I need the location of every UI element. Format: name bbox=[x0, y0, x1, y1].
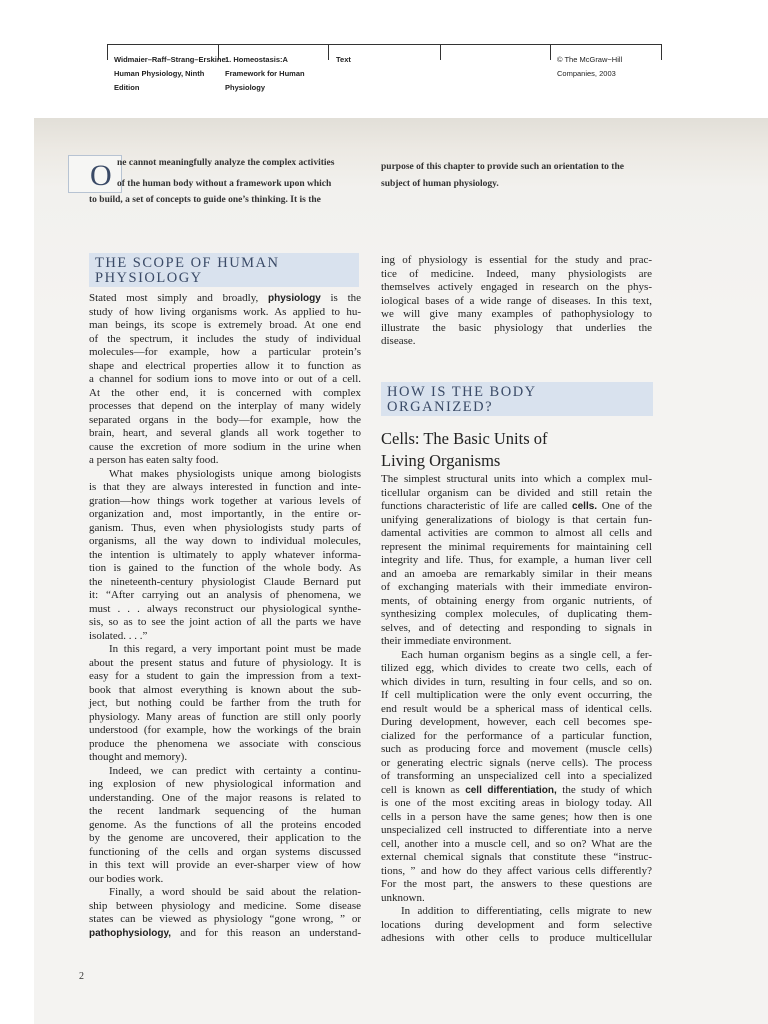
section-heading-scope bbox=[89, 253, 359, 287]
header-line: Human Physiology, Ninth bbox=[114, 69, 205, 78]
header-divider bbox=[440, 44, 441, 60]
text-line: molecules—for example, how a particular protein’s bbox=[89, 346, 361, 358]
right-column-text-bottom bbox=[381, 473, 652, 946]
text-line: unknown. bbox=[381, 891, 425, 904]
text-line: For the most part, the answers to these questions are bbox=[381, 878, 652, 890]
header-divider bbox=[328, 44, 329, 60]
header-line: 1. Homeostasis:A bbox=[225, 55, 288, 64]
text-line: is one of the most exciting areas in biology today. All bbox=[381, 797, 652, 809]
text-line: man beings, its scope is extremely broad. At one end bbox=[89, 319, 361, 331]
text-line: unifying generalizations of biology is that certain fun- bbox=[381, 513, 652, 526]
text-line: end result would be a spherical mass of identical cells. bbox=[381, 702, 652, 715]
key-term: cell differentiation, bbox=[465, 784, 557, 796]
text-line: Indeed, we can predict with certainty a continu- bbox=[109, 764, 361, 777]
text-line: sis, so as to see the joint action of all the parts we have bbox=[89, 616, 361, 628]
text-line: pathophysiology, and for this reason an understand- bbox=[89, 926, 361, 939]
text-line: or generating electric signals (nerve cells). The process bbox=[381, 756, 652, 769]
header-line: Physiology bbox=[225, 83, 266, 92]
text-line: themselves actively engaged in research on the phys- bbox=[381, 281, 652, 293]
text-line: a person has eaten salty food. bbox=[89, 454, 219, 466]
intro-line: purpose of this chapter to provide such an orientation to the bbox=[381, 162, 624, 172]
text-line: shape and electrical properties allow it to function as bbox=[89, 359, 361, 372]
text-line: ganism. Thus, even when physiologists study parts of bbox=[89, 521, 361, 534]
header-divider bbox=[661, 44, 662, 60]
header-line: © The McGraw−Hill bbox=[557, 55, 623, 64]
text-line: our bodies work. bbox=[89, 872, 164, 885]
text-line: their immediate environment. bbox=[381, 635, 512, 647]
text-line: gration—how things work together at various levels of bbox=[89, 494, 361, 507]
text-line: states can be viewed as physiology “gone wrong, ” or bbox=[89, 913, 361, 925]
text-line: understood (for example, how the workings of the brain bbox=[89, 724, 361, 736]
text-line: Finally, a word should be said about the relation- bbox=[109, 886, 361, 898]
text-line: At the other end, it is concerned with complex bbox=[89, 386, 361, 399]
text-line: synthesizing complex molecules, of duplicating them- bbox=[381, 608, 652, 620]
header-chapter-info bbox=[225, 53, 305, 95]
text-line: functioning of the cells and organ systems discussed bbox=[89, 845, 361, 858]
text-line: the intention is ultimately to apply whatever informa- bbox=[89, 548, 361, 561]
text-line: it: “After carrying out an analysis of phenomena, we bbox=[89, 589, 361, 601]
text-line: such as producing force and movement (muscle cells) bbox=[381, 743, 652, 755]
key-term: pathophysiology, bbox=[89, 927, 172, 939]
text-line: of the spectrum, it includes the study of individual bbox=[89, 332, 361, 345]
text-line: organization and, most importantly, in the entire or- bbox=[89, 508, 361, 520]
text-line: ments, of obtaining energy from organic nutrients, of bbox=[381, 594, 652, 607]
text-line: thought and memory). bbox=[89, 751, 188, 763]
running-header bbox=[107, 44, 662, 92]
text-line: represent the minimal requirements for maintaining cell bbox=[381, 540, 652, 553]
text-line: external chemical signals that constitute these “instruc- bbox=[381, 851, 652, 863]
header-line: Edition bbox=[114, 83, 140, 92]
header-divider bbox=[107, 44, 108, 60]
text-line: of transforming an unspecialized cell into a specialized bbox=[381, 770, 652, 782]
text-line: a channel for sodium ions to move into or out of a cell. bbox=[89, 373, 361, 385]
header-rule bbox=[107, 44, 662, 45]
text-line: In this regard, a very important point must be made bbox=[109, 643, 361, 655]
text-line: processes that depend on the interplay of many widely bbox=[89, 400, 361, 412]
text-line: isolated. . . .” bbox=[89, 629, 148, 642]
text-line: disease. bbox=[381, 335, 416, 347]
header-line: Widmaier–Raff–Strang–Erskine: bbox=[114, 55, 229, 64]
subheading-line: Cells: The Basic Units of bbox=[381, 429, 548, 448]
text-line: about the present status and future of physiology. It is bbox=[89, 656, 361, 669]
text-line: genome. As the functions of all the proteins encoded bbox=[89, 818, 361, 831]
text-line: the recent landmark sequencing of the human bbox=[89, 805, 361, 817]
header-line: Companies, 2003 bbox=[557, 69, 616, 78]
text-line: tion is gained to the function of the whole body. As bbox=[89, 562, 361, 574]
text-line: Stated most simply and broadly, physiology is the bbox=[89, 292, 362, 304]
intro-line: of the human body without a framework upon which bbox=[117, 179, 332, 189]
text-line: selves, and of detecting and responding to signals in bbox=[381, 621, 652, 634]
text-line: cause the excretion of more sodium in the urine when bbox=[89, 440, 361, 453]
text-line: unspecialized cell instructed to differentiate into a nerve bbox=[381, 824, 652, 836]
text-line: brain, heart, and several glands all work together to bbox=[89, 427, 361, 439]
text-line: of exchanging materials with their immediate environ- bbox=[381, 581, 652, 593]
subheading-line: Living Organisms bbox=[381, 451, 501, 470]
heading-line: HOW IS THE BODY bbox=[387, 384, 537, 400]
text-line: cell is known as cell differentiation, the study of which bbox=[381, 783, 652, 796]
header-line: Text bbox=[336, 55, 351, 64]
text-line: During development, however, each cell becomes spe- bbox=[381, 716, 652, 728]
header-section-type bbox=[336, 53, 351, 67]
text-line: If cell multiplication were the only event occurring, the bbox=[381, 689, 652, 701]
text-line: by the genome are uncovered, their application to the bbox=[89, 832, 361, 844]
text-line: book that almost everything is known about the sub- bbox=[89, 683, 361, 696]
text-line: ticellular organism can be divided and still retain the bbox=[381, 486, 652, 499]
text-line: the nineteenth-century physiologist Claude Bernard put bbox=[89, 575, 361, 588]
text-line: cells in a person have the same genes; how then is one bbox=[381, 810, 652, 823]
text-line: and an amoeba are remarkably similar in their means bbox=[381, 567, 652, 580]
right-column-text-top bbox=[381, 254, 652, 349]
text-line: physiology. Many areas of function are still only poorly bbox=[89, 710, 361, 723]
text-line: which divides in turn, resulting in four cells, and so on. bbox=[381, 675, 652, 688]
header-line: Framework for Human bbox=[225, 69, 305, 78]
text-line: in this text will provide an ever-sharper view of how bbox=[89, 859, 361, 871]
intro-line: to build, a set of concepts to guide one’s thinking. It is the bbox=[89, 195, 321, 205]
text-line: iological bases of a wide range of diseases. In this text, bbox=[381, 294, 652, 307]
heading-line: THE SCOPE OF HUMAN bbox=[95, 255, 280, 271]
dropcap-letter: O bbox=[90, 159, 112, 192]
text-line: ject, but nothing could be farther from the truth for bbox=[89, 697, 361, 709]
text-line: In addition to differentiating, cells migrate to new bbox=[401, 905, 652, 917]
text-line: cialized for the performance of a particular function, bbox=[381, 729, 652, 742]
text-line: is that they are always interested in function and inte- bbox=[89, 481, 361, 493]
text-line: integrity and life. Thus, for example, a human liver cell bbox=[381, 554, 652, 566]
text-line: understanding. One of the major reasons is related to bbox=[89, 791, 361, 804]
text-line: Each human organism begins as a single cell, a fer- bbox=[401, 648, 652, 661]
text-line: ing explosion of new physiological information and bbox=[89, 778, 361, 790]
text-line: ing of physiology is essential for the study and prac- bbox=[381, 254, 652, 266]
intro-line: ne cannot meaningfully analyze the complex activities bbox=[117, 158, 335, 168]
text-line: damental activities are common to almost all cells and bbox=[381, 527, 652, 539]
heading-line: PHYSIOLOGY bbox=[95, 270, 203, 286]
text-line: functions characteristic of life are called cells. One of the bbox=[381, 500, 652, 512]
page-number: 2 bbox=[79, 971, 84, 982]
header-book-info bbox=[114, 53, 228, 95]
text-line: easy for a student to gain the impression from a text- bbox=[89, 670, 361, 682]
key-term: cells. bbox=[572, 501, 598, 512]
text-line: tions, ” and how do they affect various cells differently? bbox=[381, 864, 652, 877]
heading-line: ORGANIZED? bbox=[387, 399, 494, 415]
text-line: The simplest structural units into which a complex mul- bbox=[381, 473, 652, 485]
text-line: study of how living organisms work. As applied to hu- bbox=[89, 305, 361, 318]
subheading-cells bbox=[381, 428, 548, 472]
text-line: separated organs in the body—for example, how the bbox=[89, 413, 361, 426]
text-line: we will give many examples of pathophysiology to bbox=[381, 308, 652, 320]
text-line: locations during development and form selective bbox=[381, 918, 652, 931]
text-line: cell, another into a muscle cell, and so on? What are the bbox=[381, 837, 652, 850]
left-column-text bbox=[89, 292, 361, 940]
text-line: adhesions with other cells to produce multicellular bbox=[381, 932, 652, 944]
key-term: physiology bbox=[267, 293, 321, 304]
text-line: organisms, all the way down to individual molecules, bbox=[89, 535, 361, 547]
section-heading-organized bbox=[381, 382, 653, 416]
header-divider bbox=[550, 44, 551, 60]
text-line: tice of medicine. Indeed, many physiologists are bbox=[381, 267, 652, 280]
intro-line: subject of human physiology. bbox=[381, 179, 499, 189]
text-line: must . . . always reconstruct our physiological synthe- bbox=[89, 602, 361, 615]
text-line: What makes physiologists unique among biologists bbox=[109, 467, 361, 480]
text-line: ship between physiology and medicine. Some disease bbox=[89, 899, 361, 912]
text-line: tilized egg, which divides to create two cells, each of bbox=[381, 662, 652, 674]
text-line: illustrate the basic physiology that underlies the bbox=[381, 321, 652, 334]
text-line: produce the phenomena we associate with conscious bbox=[89, 737, 361, 750]
header-copyright bbox=[557, 53, 622, 81]
